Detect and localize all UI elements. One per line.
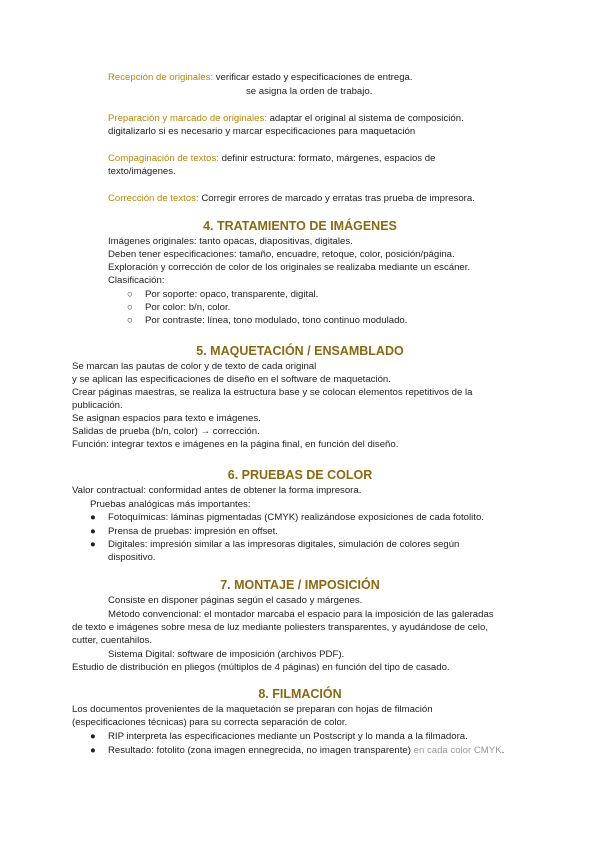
s7-line-6: Estudio de distribución en pliegos (múltiplos de 4 páginas) en función del tipo de casado. — [72, 662, 450, 673]
section-7-heading: 7. MONTAJE / IMPOSICIÓN — [220, 578, 380, 592]
s5-line-1: Se marcan las pautas de color y de texto de cada original — [72, 361, 317, 372]
s7-line-2: Método convencional: el montador marcaba el espacio para la imposición de las galeradas — [108, 609, 494, 620]
s6-bullet-3-cont: dispositivo. — [108, 552, 156, 563]
section-4-heading: 4. TRATAMIENTO DE IMÁGENES — [203, 219, 397, 233]
s4-line-4: Clasificación: — [108, 275, 165, 286]
s5-line-2: y se aplican las especificaciones de diseño en el software de maquetación. — [72, 374, 391, 385]
s4-line-2: Deben tener especificaciones: tamaño, encuadre, retoque, color, posición/página. — [108, 249, 455, 260]
s7-line-4: cutter, cuentahilos. — [72, 635, 152, 646]
s5-line-4: publicación. — [72, 400, 123, 411]
dot-bullet-icon: ● — [90, 731, 96, 742]
s5-line-7: Función: integrar textos e imágenes en la página final, en función del diseño. — [72, 439, 399, 450]
s6-bullet-2: Prensa de pruebas: impresión en offset. — [108, 526, 278, 537]
s4-line-3: Exploración y corrección de color de los originales se realizaba mediante un escáner. — [108, 262, 471, 273]
section-8-heading: 8. FILMACIÓN — [258, 687, 342, 701]
preparacion-text-2: digitalizarlo si es necesario y marcar especificaciones para maquetación — [108, 126, 416, 137]
dot-bullet-icon: ● — [90, 526, 96, 537]
correccion-label: Corrección de textos: — [108, 193, 199, 204]
dot-bullet-icon: ● — [90, 745, 96, 756]
s8-bullet-2-grey: en cada color CMYK — [413, 745, 502, 756]
s6-line-2: Pruebas analógicas más importantes: — [90, 499, 251, 510]
s7-line-3: de texto e imágenes sobre mesa de luz mediante poliesters transparentes, y ayudándose de celo, — [72, 622, 488, 633]
preparacion-label: Preparación y marcado de originales: — [108, 113, 267, 124]
s4-bullet-1: Por soporte: opaco, transparente, digital. — [145, 289, 319, 300]
s7-line-1: Consiste en disponer páginas según el casado y márgenes. — [108, 595, 363, 606]
correccion-line — [108, 193, 475, 205]
recepcion-line — [108, 72, 413, 84]
s6-bullet-3: Digitales: impresión similar a las impresoras digitales, simulación de colores según — [108, 539, 460, 550]
dot-bullet-icon: ● — [90, 539, 96, 550]
s5-line-5: Se asignan espacios para texto e imágenes. — [72, 413, 261, 424]
s6-bullet-1: Fotoquímicas: láminas pigmentadas (CMYK) realizándose exposiciones de cada fotolito. — [108, 512, 484, 523]
compaginacion-text-2: texto/imágenes. — [108, 166, 176, 177]
section-5-heading: 5. MAQUETACIÓN / ENSAMBLADO — [196, 344, 404, 358]
circle-bullet-icon: ○ — [127, 302, 133, 313]
recepcion-text: verificar estado y especificaciones de entrega. — [215, 72, 413, 83]
compaginacion-text: definir estructura: formato, márgenes, espacios de — [221, 153, 436, 164]
recepcion-label: Recepción de originales: — [108, 72, 214, 83]
s4-bullet-3: Por contraste: línea, tono modulado, tono continuo modulado. — [145, 315, 408, 326]
circle-bullet-icon: ○ — [127, 315, 133, 326]
dot-bullet-icon: ● — [90, 512, 96, 523]
section-6-heading: 6. PRUEBAS DE COLOR — [227, 468, 373, 482]
preparacion-text: adaptar el original al sistema de composición. — [269, 113, 464, 124]
s6-line-1: Valor contractual: conformidad antes de obtener la forma impresora. — [72, 485, 362, 496]
s5-line-3: Crear páginas maestras, se realiza la estructura base y se colocan elementos repetitivos de la — [72, 387, 473, 398]
s5-line-6: Salidas de prueba (b/n, color) → corrección. — [72, 426, 260, 437]
s8-bullet-2-end: . — [501, 745, 505, 756]
compaginacion-line — [108, 153, 435, 165]
preparacion-line — [108, 113, 464, 125]
s8-line-2: (especificaciones técnicas) para su correcta separación de color. — [72, 717, 348, 728]
s8-bullet-2-line — [108, 745, 504, 757]
s4-line-1: Imágenes originales: tanto opacas, diapositivas, digitales. — [108, 236, 353, 247]
s7-line-5: Sistema Digital: software de imposición (archivos PDF). — [108, 649, 345, 660]
circle-bullet-icon: ○ — [127, 289, 133, 300]
correccion-text: Corregir errores de marcado y erratas tras prueba de impresora. — [201, 193, 475, 204]
s8-line-1: Los documentos provenientes de la maquetación se preparan con hojas de filmación — [72, 704, 433, 715]
s8-bullet-1: RIP interpreta las especificaciones mediante un Postscript y lo manda a la filmadora. — [108, 731, 468, 742]
s8-bullet-2: Resultado: fotolito (zona imagen ennegrecida, no imagen transparente) — [108, 745, 411, 756]
recepcion-text-2: se asigna la orden de trabajo. — [246, 86, 373, 97]
s4-bullet-2: Por color: b/n, color. — [145, 302, 231, 313]
compaginacion-label: Compaginación de textos: — [108, 153, 219, 164]
